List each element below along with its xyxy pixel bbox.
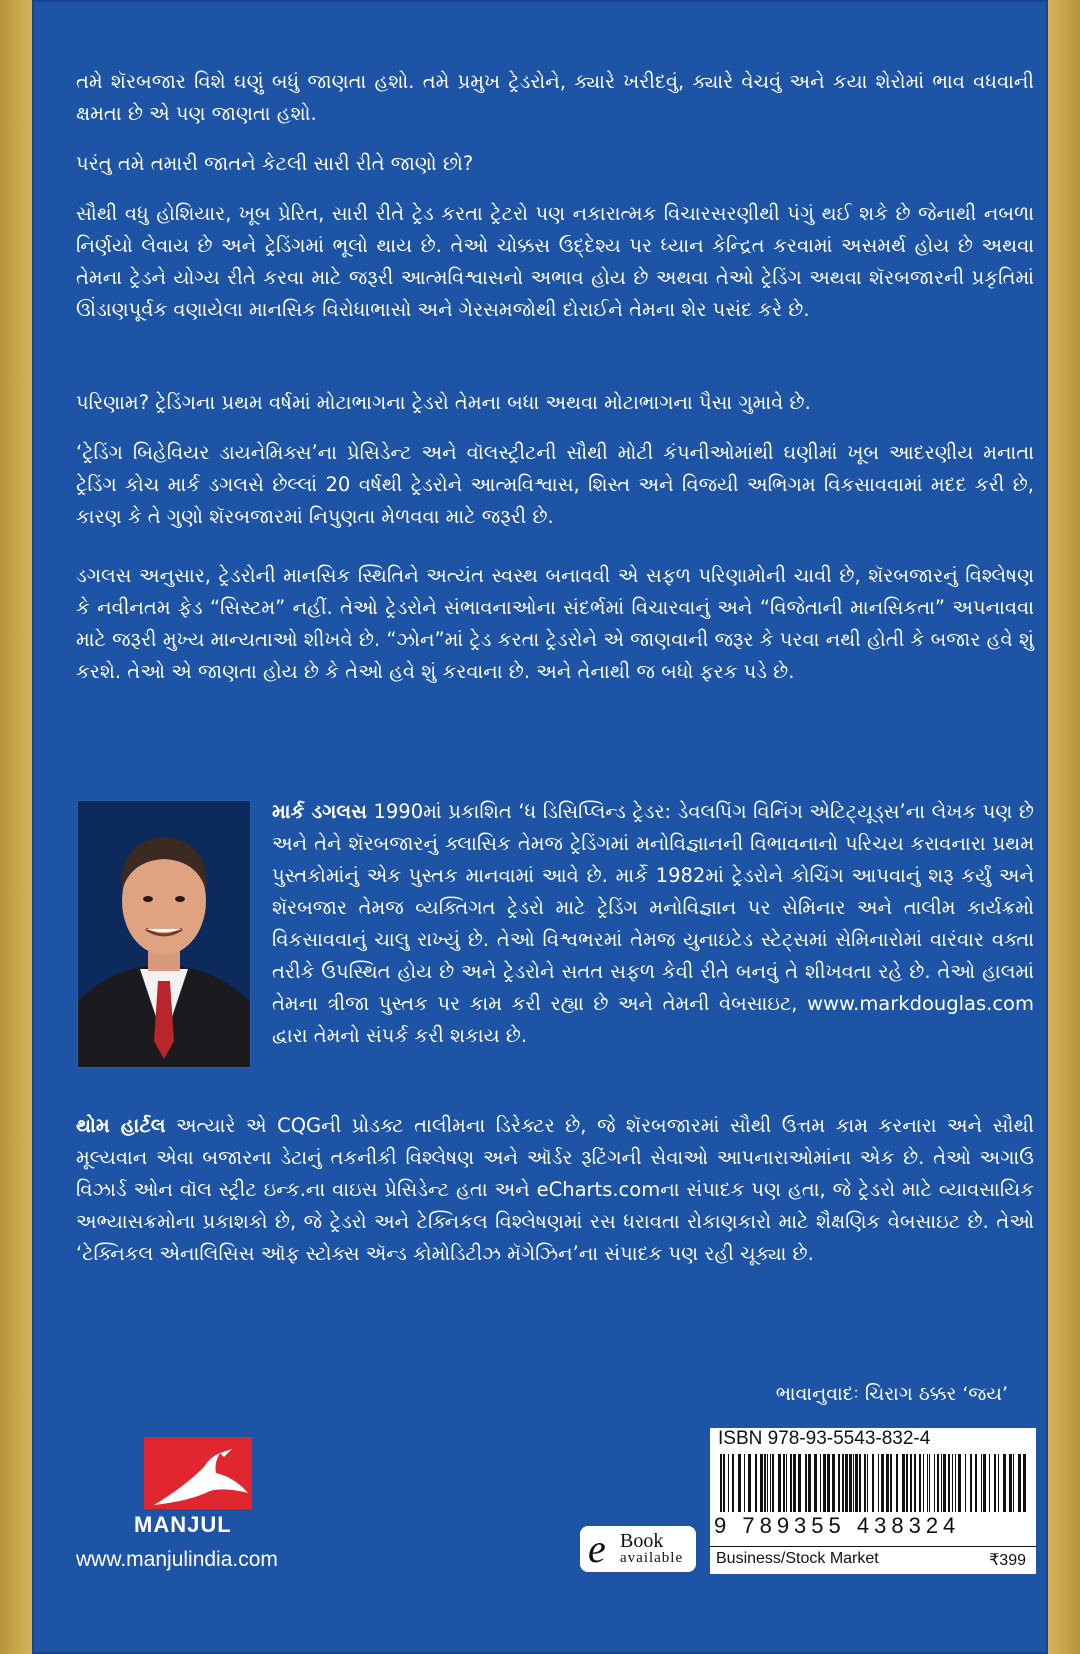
back-cover <box>32 0 1048 1654</box>
isbn-number: ISBN 978-93-5543-832-4 <box>718 1428 931 1449</box>
left-gold-border <box>0 0 32 1654</box>
barcode-footer <box>710 1546 1036 1575</box>
paragraph-3: સૌથી વધુ હોશિયાર, ખૂબ પ્રેરિત, સારી રીતે ટ્રેડ કરતા ટ્રેટરો પણ નકારાત્મક વિચારસરણીથી પંગું થઈ શકે છે જેનાથી નબળા નિર્ણયો લેવાય છે અને ટ્રેડિંગમાં ભૂલો થાય છે. તેઓ ચોક્કસ ઉદ્દેશ્ય પર ધ્યાન કેન્દ્રિત કરવામાં અસમર્થ હોય છે અથવા તેમના ટ્રેડને યોગ્ય રીતે કરવા માટે જરૂરી આત્મવિશ્વાસનો અભાવ હોય છે અથવા તેઓ ટ્રેડિંગ અથવા શૅરબજારની પ્રકૃતિમાં ઊંડાણપૂર્વક વણાયેલા માનસિક વિરોધાભાસો અને ગેરસમજોથી દોરાઈને તેમના શેર પસંદ કરે છે. <box>76 202 1034 321</box>
paragraph-5: ‘ટ્રેડિંગ બિહેવિયર ડાયનેમિક્સ’ના પ્રેસિડેન્ટ અને વૉલસ્ટ્રીટની સૌથી મોટી કંપનીઓમાંથી ઘણીમાં ખૂબ આદરણીય મનાતા ટ્રેડિંગ કોચ માર્ક ડગલસે છેલ્લાં 20 વર્ષથી ટ્રેડરોને આત્મવિશ્વાસ, શિસ્ત અને વિજયી અભિગમ વિકસાવવામાં મદદ કરી છે, કારણ કે તે ગુણો શૅરબજારમાં નિપુણતા મેળવવા માટે જરૂરી છે. <box>76 441 1034 528</box>
book-category: Business/Stock Market <box>716 1550 879 1567</box>
ebook-available-badge <box>580 1526 696 1572</box>
paragraph-6: ડગલસ અનુસાર, ટ્રેડરોની માનસિક સ્થિતિને અત્યંત સ્વસ્થ બનાવવી એ સફળ પરિણામોની ચાવી છે, શૅરબજારનું વિશ્લેષણ કે નવીનતમ ફેડ “સિસ્ટમ” નહીં. તેઓ ટ્રેડરોને સંભાવનાઓના સંદર્ભમાં વિચારવાનું અને “વિજેતાની માનસિકતા” અપનાવવા માટે જરૂરી મુખ્ય માન્યતાઓ શીખવે છે. “ઝોન”માં ટ્રેડ કરતા ટ્રેડરોને એ જાણવાની જરૂર કે પરવા નથી હોતી કે બજાર હવે શું કરશે. તેઓ એ જાણતા હોય છે કે તેઓ હવે શું કરવાના છે. અને તેનાથી જ બધો ફરક પડે છે. <box>76 564 1034 683</box>
paragraph-4: પરિણામ? ટ્રેડિંગના પ્રથમ વર્ષમાં મોટાભાગના ટ્રેડરો તેમના બધા અથવા મોટાભાગના પૈસા ગુમાવે છે. <box>76 391 811 414</box>
barcode-bars <box>714 1452 1032 1514</box>
barcode-block <box>710 1428 1036 1574</box>
right-gold-border <box>1048 0 1080 1654</box>
paragraph-1: તમે શૅરબજાર વિશે ઘણું બધું જાણતા હશો. તમે પ્રમુખ ટ્રેડરોને, ક્યારે ખરીદવું, ક્યારે વેચવું અને કયા શેરોમાં ભાવ વધવાની ક્ષમતા છે એ પણ જાણતા હશો. <box>76 70 1034 125</box>
publisher-website[interactable]: www.manjulindia.com <box>76 1548 278 1571</box>
ebook-e-letter: e <box>588 1526 606 1571</box>
ebook-available: available <box>620 1550 684 1566</box>
author-bio-thom-hartle <box>76 1110 1034 1270</box>
publisher-name: MANJUL <box>134 1512 232 1537</box>
paragraph-2: પરંતુ તમે તમારી જાતને કેટલી સારી રીતે જાણો છો? <box>76 152 474 175</box>
author-bio-text-1: 1990માં પ્રકાશિત ‘ધ ડિસિપ્લિન્ડ ટ્રેડર: ડેવલપિંગ વિનિંગ એટિટ્યૂડ્સ’ના લેખક પણ છે અને તેને શૅરબજારનું ક્લાસિક તેમજ ટ્રેડિંગમાં મનોવિજ્ઞાનની વિભાવનાનો પરિચય કરાવનારા પ્રથમ પુસ્તકોમાંનું એક પુસ્તક માનવામાં આવે છે. માર્કે 1982માં ટ્રેડરોને કોચિંગ આપવાનું શરૂ કર્યું અને શૅરબજાર તેમજ વ્યક્તિગત ટ્રેડરો માટે ટ્રેડિંગ મનોવિજ્ઞાન પર સેમિનાર અને તાલીમ કાર્યક્રમો વિકસાવવાનું ચાલુ રાખ્યું છે. તેઓ વિશ્વભરમાં તેમજ યુનાઇટેડ સ્ટેટ્સમાં સેમિનારોમાં વારંવાર વક્તા તરીકે ઉપસ્થિત હોય છે અને ટ્રેડરોને સતત સફળ કેવી રીતે બનવું તે શીખવતા રહે છે. તેઓ હાલમાં તેમના ત્રીજા પુસ્તક પર કામ કરી રહ્યા છે અને તેમની વેબસાઇટ, www.markdouglas.com દ્વારા તેમનો સંપર્ક કરી શકાય છે. <box>272 800 1035 1047</box>
book-price: ₹399 <box>989 1552 1026 1569</box>
ebook-word: Book <box>620 1530 664 1552</box>
author-name-thom-hartle: થોમ હાર્ટલ <box>76 1114 166 1137</box>
author-bio-text-2: અત્યારે એ CQGની પ્રોડક્ટ તાલીમના ડિરેક્ટર છે, જે શૅરબજારમાં સૌથી ઉત્તમ કામ કરનારા અને સૌથી મૂલ્યવાન એવા બજારના ડેટાનું તકનીકી વિશ્લેષણ અને ઑર્ડર રૂટિંગની સેવાઓ આપનારાઓમાંના એક છે. તેઓ અગાઉ વિઝાર્ડ ઓન વૉલ સ્ટ્રીટ ઇન્ક.ના વાઇસ પ્રેસિડેન્ટ હતા અને eCharts.comના સંપાદક પણ હતા, જે ટ્રેડરો માટે વ્યાવસાયિક અભ્યાસક્રમોના પ્રકાશકો છે, જે ટ્રેડરો અને ટેક્નિકલ વિશ્લેષણમાં રસ ધરાવતા રોકાણકારો માટે શૈક્ષણિક વેબસાઇટ છે. તેઓ ‘ટેક્નિકલ એનાલિસિસ ઑફ સ્ટોક્સ ઍન્ડ કોમોડિટીઝ મૅગેઝિન’ના સંપાદક પણ રહી ચૂક્યા છે. <box>76 1114 1034 1265</box>
crane-logo-icon <box>144 1437 252 1523</box>
author-name-mark-douglas: માર્ક ડગલસ <box>272 800 367 823</box>
translator-credit: ભાવાનુવાદઃ ચિરાગ ઠક્કર ‘જય’ <box>775 1383 1008 1405</box>
barcode-digits: 9 789355 438324 <box>714 1513 961 1538</box>
author-portrait-illustration <box>78 801 250 1067</box>
author-photo <box>77 800 251 1068</box>
manjul-logo <box>144 1437 252 1523</box>
author-bio-mark-douglas <box>272 796 1034 1052</box>
